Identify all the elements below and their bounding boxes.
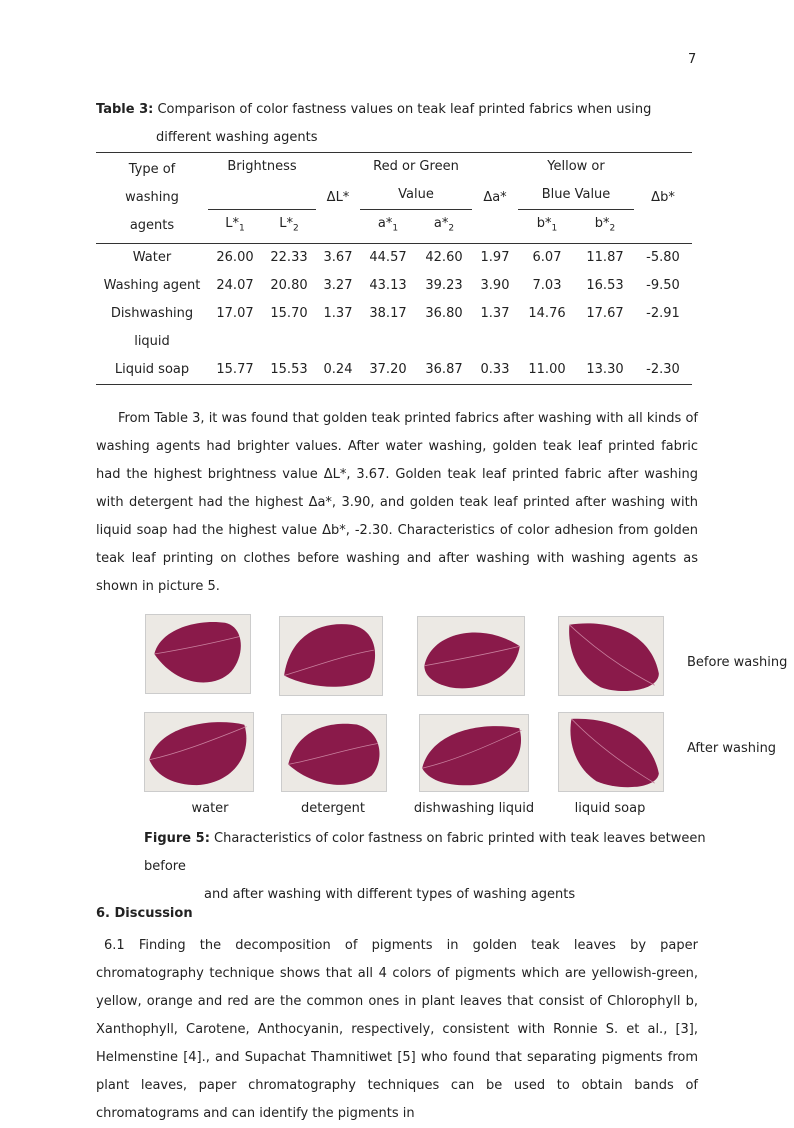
table-row [96, 300, 692, 328]
cell-dl: 1.37 [323, 305, 353, 321]
header-yellow-blue-2: Blue Value [518, 181, 634, 210]
header-brightness: Brightness [208, 153, 316, 182]
cell-da: 1.37 [480, 305, 510, 321]
photo-dishwashing-after [419, 714, 529, 792]
table-row [96, 272, 692, 300]
cell-l1: 15.77 [208, 356, 262, 385]
cell-agent: Dishwashing [110, 305, 194, 321]
figure-caption-continuation: and after washing with different types of washing agents [204, 887, 576, 902]
cell-db: -5.80 [646, 249, 680, 265]
cell-db: -2.30 [634, 356, 692, 385]
header-a1: $a*_1$ [360, 210, 416, 244]
cell-b2: 16.53 [586, 277, 624, 293]
header-red-green-1: Red or Green [360, 153, 472, 182]
header-type-of-agents [96, 153, 208, 244]
cell-dl: 0.24 [316, 356, 360, 385]
column-label-liquid-soap: liquid soap [574, 801, 646, 816]
table-caption-lead: Table 3: [96, 102, 154, 117]
figure-caption-lead: Figure 5: [144, 831, 210, 846]
column-label-water: water [191, 801, 229, 816]
table-row [96, 356, 692, 385]
header-type-line-2: washing [125, 189, 179, 205]
color-fastness-table [96, 152, 692, 385]
cell-dl: 3.27 [323, 277, 353, 293]
cell-agent: Water [132, 249, 172, 265]
section-heading: 6. Discussion [96, 906, 193, 921]
cell-b1: 11.00 [518, 356, 576, 385]
header-type-line-3: agents [129, 217, 175, 233]
cell-l1: 24.07 [216, 277, 254, 293]
page-number: 7 [688, 52, 697, 67]
figure-caption [144, 825, 744, 909]
header-delta-l: ΔL* [316, 153, 360, 244]
cell-b2: 13.30 [576, 356, 634, 385]
cell-l2: 20.80 [270, 277, 308, 293]
photo-liquid-soap-after [558, 712, 664, 792]
cell-b2: 11.87 [586, 249, 624, 265]
cell-l2: 22.33 [270, 249, 308, 265]
photo-dishwashing-before [417, 616, 525, 696]
cell-db: -2.91 [646, 305, 680, 321]
cell-l2: 15.70 [270, 305, 308, 321]
figure-caption-text: Characteristics of color fastness on fabric printed with teak leaves between before [144, 831, 706, 874]
cell-da: 0.33 [472, 356, 518, 385]
cell-agent: Liquid soap [96, 356, 208, 385]
column-label-detergent: detergent [300, 801, 366, 816]
cell-b1: 6.07 [532, 249, 562, 265]
header-delta-b: Δb* [634, 153, 692, 244]
cell-db: -9.50 [646, 277, 680, 293]
header-red-green-2: Value [360, 181, 472, 210]
cell-agent: Washing agent [103, 277, 201, 293]
header-l1: $L*_1$ [208, 210, 262, 244]
photo-liquid-soap-before [558, 616, 664, 696]
column-label-dishwashing-liquid: dishwashing liquid [413, 801, 535, 816]
cell-a1: 37.20 [360, 356, 416, 385]
row-label-after-washing: After washing [687, 741, 777, 756]
cell-da: 3.90 [480, 277, 510, 293]
cell-a1: 44.57 [369, 249, 407, 265]
header-l2: $L*_2$ [262, 210, 316, 244]
cell-b1: 7.03 [532, 277, 562, 293]
photo-detergent-after [281, 714, 387, 792]
cell-dl: 3.67 [323, 249, 353, 265]
photo-water-after [144, 712, 254, 792]
table-row-continuation [96, 328, 692, 356]
cell-b2: 17.67 [586, 305, 624, 321]
table-caption-continuation: different washing agents [156, 130, 318, 145]
header-type-line-1: Type of [128, 161, 176, 177]
results-paragraph: From Table 3, it was found that golden teak printed fabrics after washing with all kinds of washing agents had brighter values. After water washing, golden teak leaf printed fabric had the highest brightness value ΔL*, 3.67. Golden teak leaf printed fabric after washing with detergent had the highest Δa*, 3.90, and golden teak leaf printed after washing with liquid soap had the highest value Δb*, -2.30. Characteristics of color adhesion from golden teak leaf printing on clothes before washing and after washing with washing agents as shown in picture 5. [96, 411, 698, 594]
header-yellow-blue-1: Yellow or [518, 153, 634, 182]
cell-a2: 36.80 [425, 305, 463, 321]
table-caption [96, 96, 696, 152]
row-label-before-washing: Before washing [687, 655, 788, 670]
cell-a2: 39.23 [425, 277, 463, 293]
cell-b1: 14.76 [528, 305, 566, 321]
header-b1: $b*_1$ [518, 210, 576, 244]
cell-l1: 17.07 [216, 305, 254, 321]
header-b2: $b*_2$ [576, 210, 634, 244]
photo-water-before [145, 614, 251, 694]
cell-a1: 43.13 [369, 277, 407, 293]
cell-l1: 26.00 [216, 249, 254, 265]
cell-agent-continuation: liquid [134, 333, 170, 349]
table-caption-text: Comparison of color fastness values on teak leaf printed fabrics when using [157, 102, 652, 117]
cell-l2: 15.53 [262, 356, 316, 385]
cell-a2: 36.87 [416, 356, 472, 385]
header-delta-a: Δa* [472, 153, 518, 244]
header-brightness-spacer [208, 181, 316, 210]
header-a2: $a*_2$ [416, 210, 472, 244]
photo-detergent-before [279, 616, 383, 696]
table-row [96, 243, 692, 272]
discussion-paragraph: 6.1 Finding the decomposition of pigments in golden teak leaves by paper chromatography technique shows that all 4 colors of pigments which are yellowish-green, yellow, orange and red are the common ones in plant leaves that consist of Chlorophyll b, Xanthophyll, Carotene, Anthocyanin, respectively, consistent with Ronnie S. et al., [3], Helmenstine [4]., and Supachat Thamnitiwet [5] who found that separating pigments from plant leaves, paper chromatography techniques can be used to obtain bands of chromatograms and can identify the pigments in [96, 938, 698, 1121]
cell-a2: 42.60 [425, 249, 463, 265]
cell-da: 1.97 [480, 249, 510, 265]
cell-a1: 38.17 [369, 305, 407, 321]
